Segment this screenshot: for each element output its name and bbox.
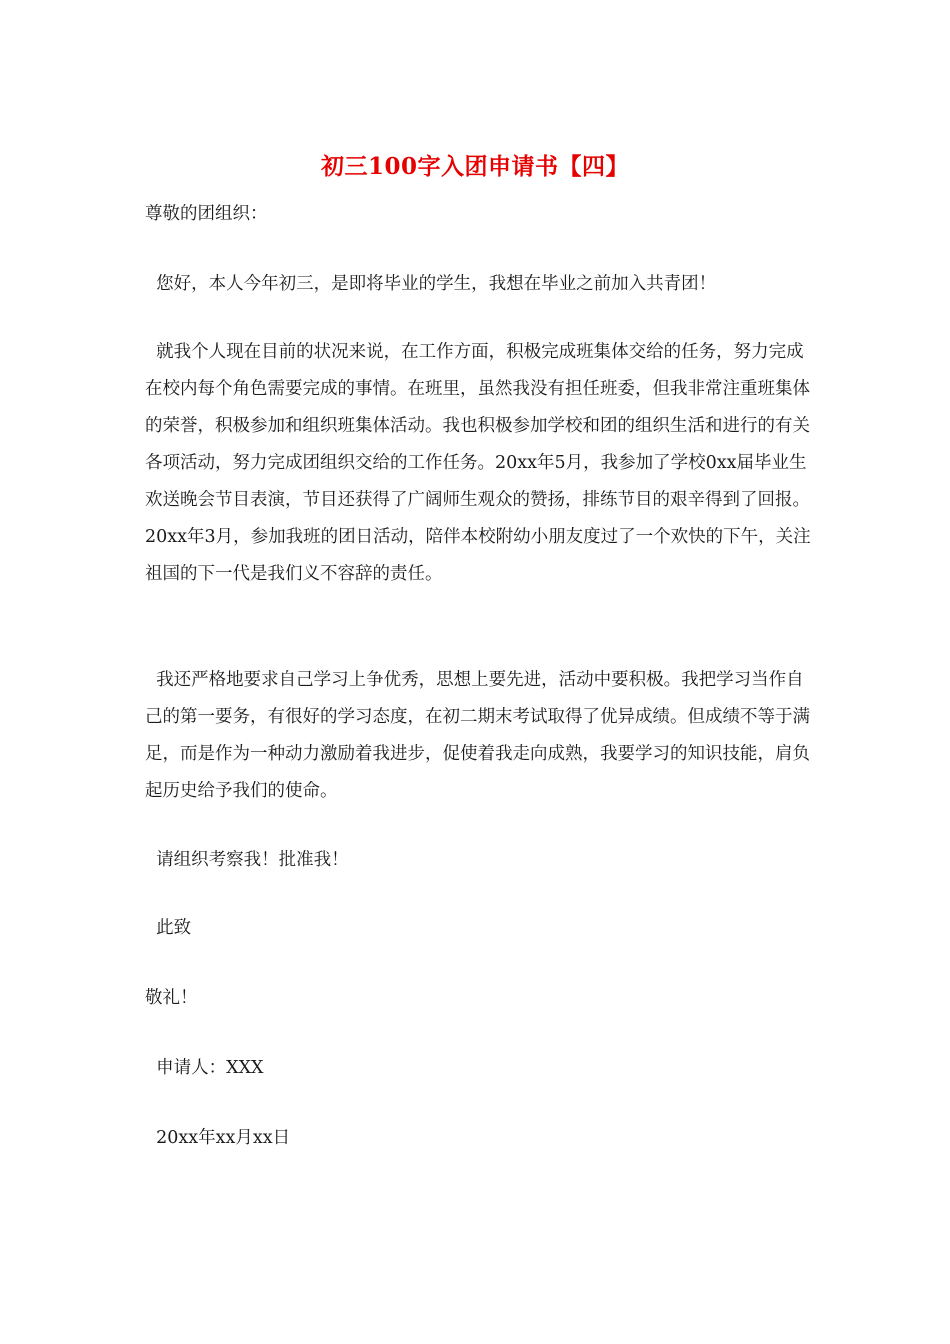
closing-cizhi: 此致	[145, 918, 192, 938]
paragraph-request: 请组织考察我！批准我！	[145, 850, 349, 870]
salutation: 尊敬的团组织：	[145, 204, 268, 224]
closing-jingli: 敬礼！	[145, 988, 198, 1008]
document-title: 初三100字入团申请书【四】	[320, 153, 629, 180]
applicant-signature: 申请人：XXX	[145, 1058, 264, 1078]
paragraph-work: 就我个人现在目前的状况来说，在工作方面，积极完成班集体交给的任务，努力完成在校内每个角色需要完成的事情。在班里，虽然我没有担任班委，但我非常注重班集体的荣誉，积极参加和组织班集体活动。我也积极参加学校和团的组织生活和进行的有关各项活动，努力完成团组织交给的工作任务。20xx年5月，我参加了学校0xx届毕业生欢送晚会节目表演，节目还获得了广阔师生观众的赞扬，排练节目的艰辛得到了回报。20xx年3月，参加我班的团日活动，陪伴本校附幼小朋友度过了一个欢快的下午，关注祖国的下一代是我们义不容辞的责任。	[145, 342, 811, 584]
paragraph-study: 我还严格地要求自己学习上争优秀，思想上要先进，活动中要积极。我把学习当作自己的第一要务，有很好的学习态度，在初二期末考试取得了优异成绩。但成绩不等于满足，而是作为一种动力激励着我进步，促使着我走向成熟，我要学习的知识技能，肩负起历史给予我们的使命。	[145, 670, 810, 801]
paragraph-greeting: 您好，本人今年初三，是即将毕业的学生，我想在毕业之前加入共青团！	[145, 274, 717, 294]
application-date: 20xx年xx月xx日	[145, 1128, 291, 1148]
